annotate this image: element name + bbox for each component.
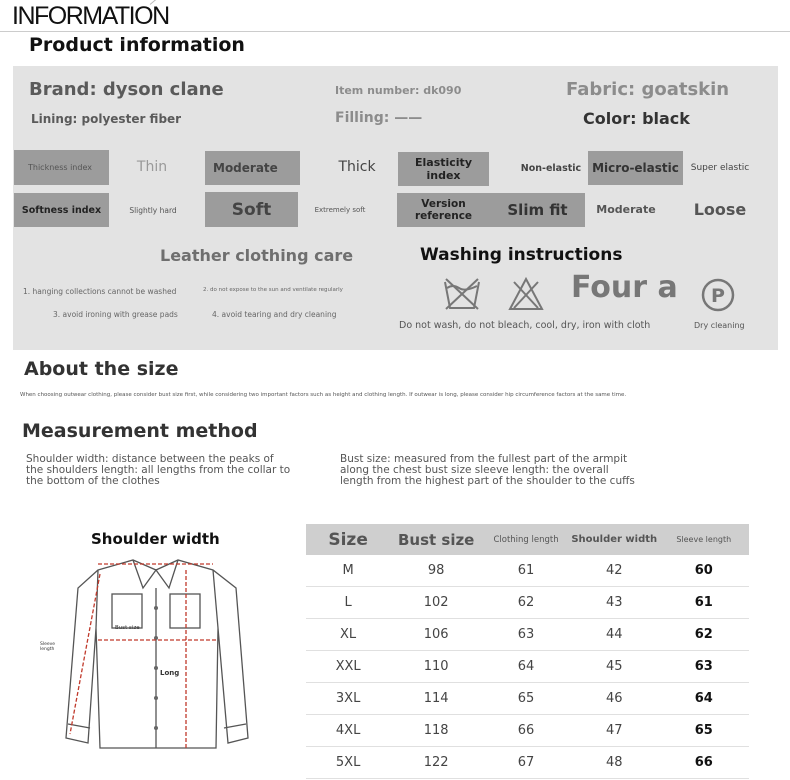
item-number-text: Item number: dk090 <box>335 84 462 97</box>
diagram-long-label: Long <box>160 669 180 677</box>
cell-bust: 122 <box>390 747 482 779</box>
measurement-heading: Measurement method <box>22 420 258 442</box>
no-wash-icon <box>443 276 481 312</box>
version-loose: Loose <box>693 199 747 219</box>
cell-size: XL <box>306 619 390 651</box>
cell-sleeve: 64 <box>659 683 749 715</box>
care-item-3: 3. avoid ironing with grease pads <box>53 310 178 319</box>
cell-size: 3XL <box>306 683 390 715</box>
cell-length: 64 <box>482 651 570 683</box>
diagram-bust-label: Bust size <box>115 625 140 631</box>
info-title: INFORMATION <box>12 2 169 30</box>
cell-shoulder: 46 <box>570 683 659 715</box>
brand-text: Brand: dyson clane <box>29 79 224 100</box>
cell-size: M <box>306 555 390 587</box>
no-bleach-icon <box>508 276 544 312</box>
thickness-thin: Thin <box>136 159 168 175</box>
measurement-right-line: length from the highest part of the shoulder to the cuffs <box>340 475 635 487</box>
softness-index-label: Softness index <box>14 193 109 227</box>
softness-soft: Soft <box>205 192 298 227</box>
softness-extremely-soft: Extremely soft <box>314 206 366 214</box>
header-shoulder-width: Shoulder width <box>570 524 659 555</box>
about-size-text: When choosing outwear clothing, please consider bust size first, while considering two important factors such as height and clothing length. If outwear is long, please consider hip circumference factors at the same time. <box>20 392 627 398</box>
header-bust-size: Bust size <box>390 524 482 555</box>
cell-sleeve: 61 <box>659 587 749 619</box>
cell-sleeve: 63 <box>659 651 749 683</box>
cell-sleeve: 60 <box>659 555 749 587</box>
diagram-sleeve-label: Sleeve length <box>40 642 56 652</box>
measurement-right-line: along the chest bust size sleeve length: the overall <box>340 464 609 476</box>
cell-shoulder: 48 <box>570 747 659 779</box>
table-row <box>306 587 749 619</box>
header-size: Size <box>306 524 390 555</box>
size-table <box>306 524 749 779</box>
washing-heading: Washing instructions <box>420 245 623 265</box>
washing-big-text: Four a <box>571 270 678 305</box>
version-slim-fit: Slim fit <box>490 193 585 227</box>
cell-shoulder: 47 <box>570 715 659 747</box>
measurement-right-line: Bust size: measured from the fullest part of the armpit <box>340 453 628 465</box>
cell-length: 62 <box>482 587 570 619</box>
cell-shoulder: 42 <box>570 555 659 587</box>
thickness-index-label: Thickness index <box>14 150 109 185</box>
measurement-left-line: the shoulders length: all lengths from the collar to <box>26 464 291 476</box>
thickness-thick: Thick <box>338 159 376 175</box>
care-item-4: 4. avoid tearing and dry cleaning <box>212 310 337 319</box>
title-divider <box>0 31 790 32</box>
thickness-moderate: Moderate <box>205 151 300 185</box>
cell-bust: 110 <box>390 651 482 683</box>
diagram-shoulder-label: Shoulder width <box>91 530 220 548</box>
table-row <box>306 683 749 715</box>
washing-caption: Do not wash, do not bleach, cool, dry, iron with cloth <box>399 320 651 331</box>
dry-cleaning-caption: Dry cleaning <box>694 321 745 330</box>
softness-slightly-hard: Slightly hard <box>129 205 177 215</box>
header-clothing-length: Clothing length <box>482 524 570 555</box>
measurement-right-text <box>340 454 635 487</box>
elasticity-super-elastic: Super elastic <box>690 163 750 173</box>
cell-bust: 114 <box>390 683 482 715</box>
about-size-heading: About the size <box>24 358 179 380</box>
cell-shoulder: 43 <box>570 587 659 619</box>
cell-length: 66 <box>482 715 570 747</box>
cell-shoulder: 44 <box>570 619 659 651</box>
fabric-text: Fabric: goatskin <box>566 79 730 100</box>
product-info-heading: Product information <box>29 34 245 56</box>
cell-sleeve: 62 <box>659 619 749 651</box>
measurement-left-text <box>26 454 290 487</box>
measurement-left-line: Shoulder width: distance between the peaks of <box>26 453 274 465</box>
cell-sleeve: 66 <box>659 747 749 779</box>
cell-size: 4XL <box>306 715 390 747</box>
care-item-1: 1. hanging collections cannot be washed <box>23 287 177 296</box>
cell-length: 67 <box>482 747 570 779</box>
table-row <box>306 619 749 651</box>
cell-length: 61 <box>482 555 570 587</box>
elasticity-micro-elastic: Micro-elastic <box>588 151 683 185</box>
lining-text: Lining: polyester fiber <box>31 112 182 126</box>
cell-size: XXL <box>306 651 390 683</box>
shirt-diagram <box>38 548 270 753</box>
elasticity-non-elastic: Non-elastic <box>520 162 582 174</box>
size-table-header <box>306 524 749 555</box>
svg-text:P: P <box>711 285 725 307</box>
version-moderate: Moderate <box>596 202 656 216</box>
measurement-left-line: the bottom of the clothes <box>26 475 160 487</box>
filling-text: Filling: —— <box>335 110 423 126</box>
table-row <box>306 747 749 779</box>
table-row <box>306 651 749 683</box>
elasticity-index-label: Elasticity index <box>398 152 489 186</box>
table-row <box>306 555 749 587</box>
care-heading: Leather clothing care <box>160 246 354 265</box>
cell-bust: 118 <box>390 715 482 747</box>
care-item-2: 2. do not expose to the sun and ventilate regularly <box>203 287 343 293</box>
cell-size: 5XL <box>306 747 390 779</box>
cell-size: L <box>306 587 390 619</box>
cell-shoulder: 45 <box>570 651 659 683</box>
color-text: Color: black <box>583 109 690 128</box>
dry-clean-p-icon <box>700 277 736 313</box>
cell-bust: 106 <box>390 619 482 651</box>
cell-sleeve: 65 <box>659 715 749 747</box>
table-row <box>306 715 749 747</box>
header-sleeve-length: Sleeve length <box>659 524 749 555</box>
cell-bust: 98 <box>390 555 482 587</box>
cell-length: 63 <box>482 619 570 651</box>
cell-bust: 102 <box>390 587 482 619</box>
version-reference-label: Version reference <box>397 193 490 227</box>
cell-length: 65 <box>482 683 570 715</box>
